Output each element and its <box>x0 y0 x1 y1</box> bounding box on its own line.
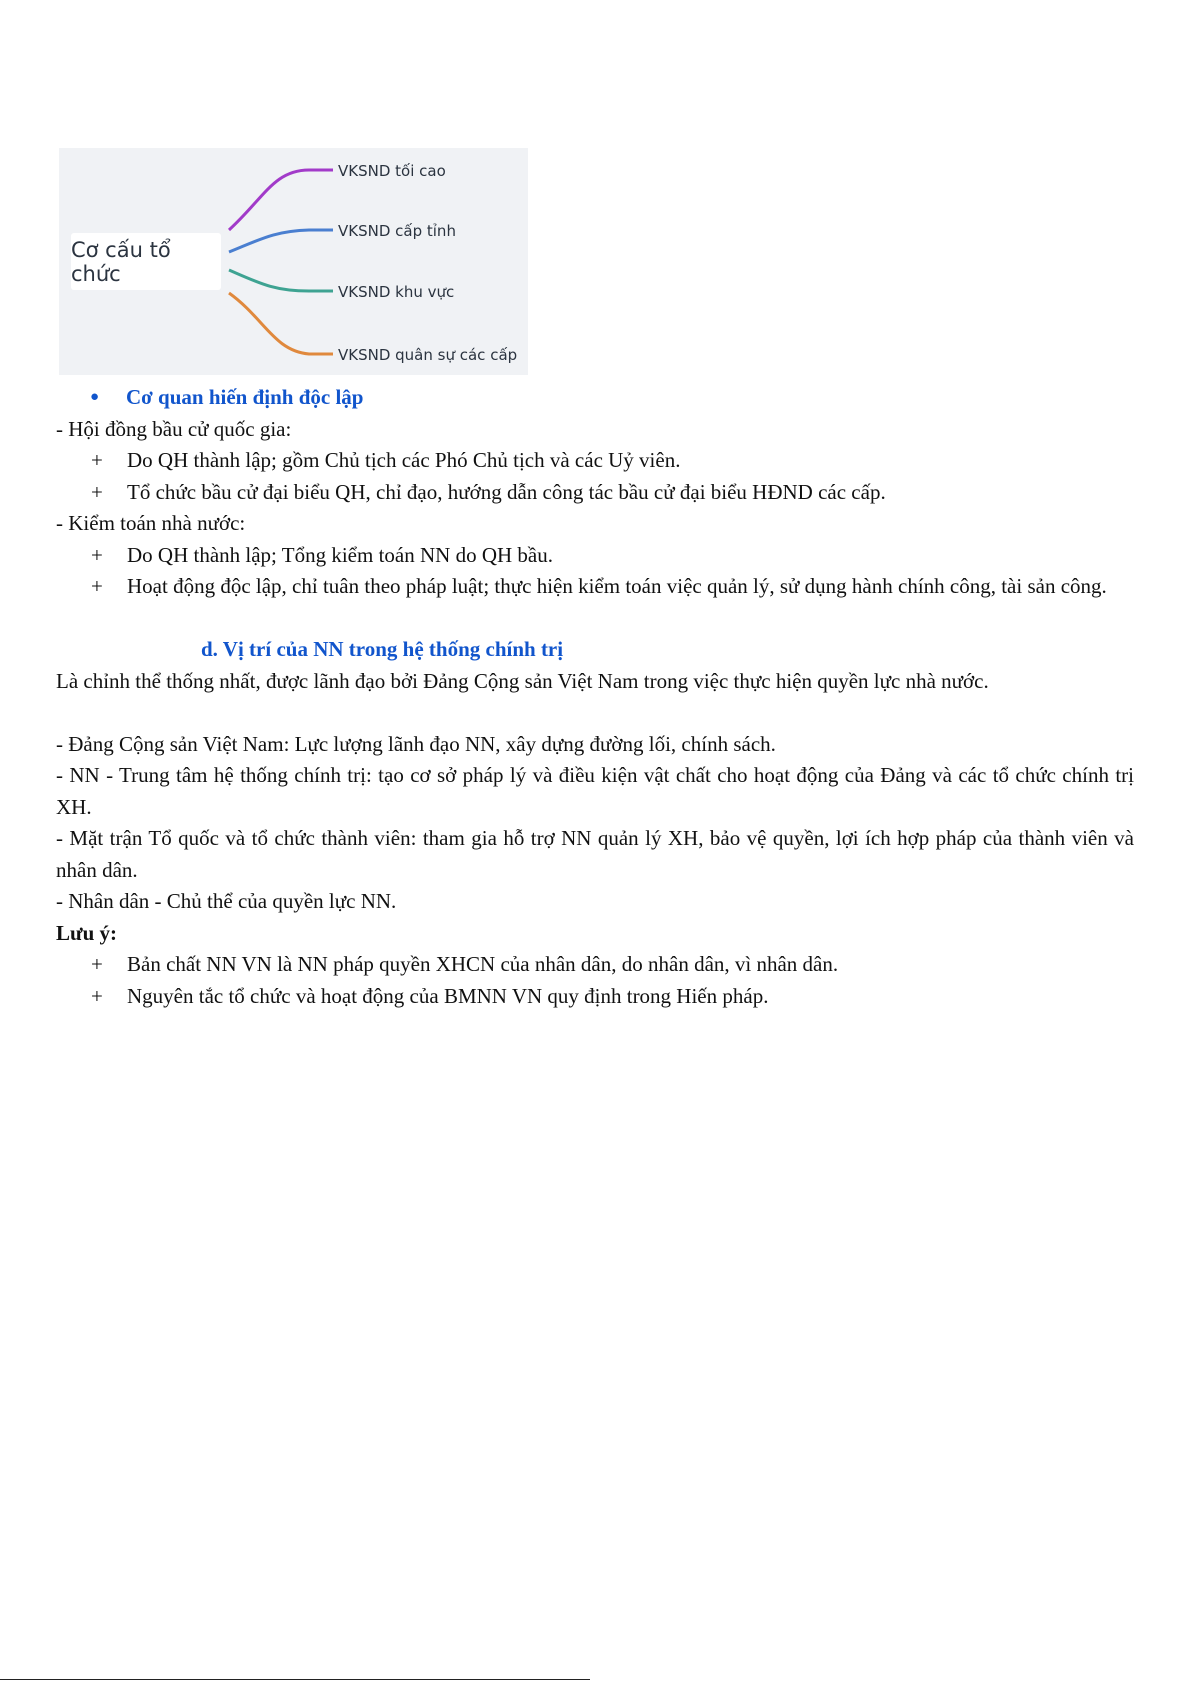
list-item-text: Tổ chức bầu cử đại biểu QH, chỉ đạo, hướng dẫn công tác bầu cử đại biểu HĐND các cấp. <box>127 479 886 504</box>
spacer <box>56 697 1134 729</box>
document-body <box>56 382 1134 1012</box>
plus-icon: + <box>91 983 103 1008</box>
paragraph-point: - Mặt trận Tổ quốc và tổ chức thành viên: tham gia hỗ trợ NN quản lý XH, bảo vệ quyền, lợi ích hợp pháp của thành viên và nhân dân. <box>56 826 1134 882</box>
paragraph-point: - Đảng Cộng sản Việt Nam: Lực lượng lãnh đạo NN, xây dựng đường lối, chính sách. <box>56 731 776 756</box>
heading-text: Cơ quan hiến định độc lập <box>126 385 364 409</box>
plus-icon: + <box>91 574 103 598</box>
mindmap-branch-label: VKSND khu vực <box>338 283 455 301</box>
mindmap-root-node: Cơ cấu tổ chức <box>71 233 221 290</box>
list-item <box>56 981 1134 1013</box>
plus-icon: + <box>91 479 103 504</box>
section-heading-state-position: d. Vị trí của NN trong hệ thống chính trị <box>201 637 564 661</box>
paragraph-intro: Là chỉnh thể thống nhất, được lãnh đạo bởi Đảng Cộng sản Việt Nam trong việc thực hiện quyền lực nhà nước. <box>56 668 989 693</box>
list-item <box>56 540 1134 572</box>
bullet-icon: ● <box>90 389 100 405</box>
plus-icon: + <box>91 952 103 976</box>
branch-connector-2 <box>229 230 333 252</box>
mindmap-diagram <box>59 148 528 375</box>
branch-connector-4 <box>229 293 333 354</box>
branch-connector-1 <box>229 170 333 230</box>
subsection-title-election-council: - Hội đồng bầu cử quốc gia: <box>56 416 292 441</box>
paragraph-point: - Nhân dân - Chủ thể của quyền lực NN. <box>56 889 397 913</box>
plus-icon: + <box>91 448 103 472</box>
mindmap-branch-label: VKSND tối cao <box>338 162 446 180</box>
list-item <box>56 477 1134 509</box>
list-item <box>56 949 1134 981</box>
list-item-text: Do QH thành lập; Tổng kiểm toán NN do QH bầu. <box>127 542 553 567</box>
plus-icon: + <box>91 542 103 567</box>
paragraph-point: - NN - Trung tâm hệ thống chính trị: tạo cơ sở pháp lý và điều kiện vật chất cho hoạt động của Đảng và các tổ chức chính trị XH. <box>56 763 1134 819</box>
list-item-text: Bản chất NN VN là NN pháp quyền XHCN của nhân dân, do nhân dân, vì nhân dân. <box>127 952 839 976</box>
list-item-text: Hoạt động độc lập, chỉ tuân theo pháp luật; thực hiện kiểm toán việc quản lý, sử dụng hành chính công, tài sản công. <box>127 574 1107 598</box>
list-item <box>56 571 1134 603</box>
spacer <box>56 603 1134 635</box>
mindmap-branch-label: VKSND cấp tỉnh <box>338 222 456 240</box>
footer-divider <box>0 1679 590 1680</box>
section-heading-independent-bodies <box>56 382 1134 414</box>
note-label: Lưu ý: <box>56 920 118 945</box>
subsection-title-state-audit: - Kiểm toán nhà nước: <box>56 511 246 535</box>
list-item-text: Nguyên tắc tổ chức và hoạt động của BMNN VN quy định trong Hiến pháp. <box>127 983 769 1008</box>
list-item <box>56 445 1134 477</box>
branch-connector-3 <box>229 270 333 291</box>
mindmap-branch-label: VKSND quân sự các cấp <box>338 346 518 364</box>
list-item-text: Do QH thành lập; gồm Chủ tịch các Phó Chủ tịch và các Uỷ viên. <box>127 448 681 472</box>
